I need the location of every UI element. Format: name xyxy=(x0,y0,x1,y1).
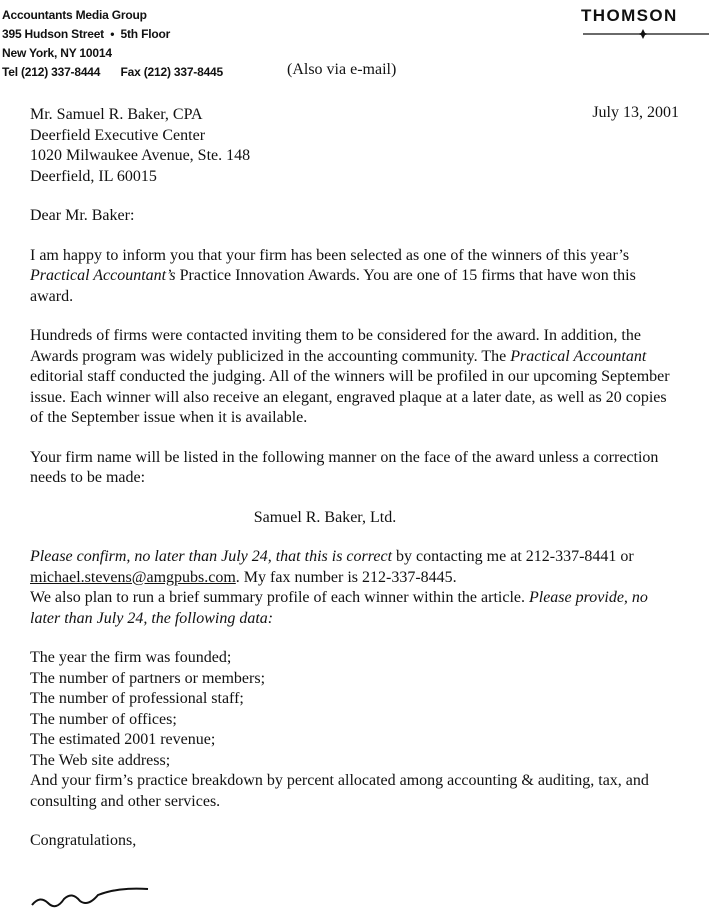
data-list xyxy=(30,648,680,812)
sender-fax: Fax (212) 337-8445 xyxy=(120,65,224,79)
paragraph-3: Your firm name will be listed in the following manner on the face of the award unless a correction needs to be made: xyxy=(30,448,659,486)
list-item: The number of offices; xyxy=(30,710,177,728)
sender-street: 395 Hudson Street xyxy=(2,27,104,41)
thomson-logo xyxy=(581,6,715,42)
also-via-email-note: (Also via e-mail) xyxy=(287,61,397,78)
recipient-name: Mr. Samuel R. Baker, CPA xyxy=(30,106,203,123)
list-item: The number of professional staff; xyxy=(30,690,244,707)
paragraph-1: I am happy to inform you that your firm has been selected as one of the winners of this year’s Practical Accountant’s Practice Innovation Awards. You are one of 15 firms that have won this award. xyxy=(30,246,636,305)
sender-tel: Tel (212) 337-8444 xyxy=(2,65,101,79)
list-item: And your firm’s practice breakdown by percent allocated among accounting & auditing, tax, and consulting and other services. xyxy=(30,772,649,810)
list-item: The Web site address; xyxy=(30,751,171,769)
sender-address-line xyxy=(2,25,223,44)
paragraph-2: Hundreds of firms were contacted inviting them to be considered for the award. In addition, the Awards program was widely publicized in the accounting community. The Practical Accountant editorial staff conducted the judging. All of the winners will be profiled in our upcoming September issue. Each winner will also receive an elegant, engraved plaque at a later date, as well as 20 copies of the September issue when it is available. xyxy=(30,327,670,426)
letter-body xyxy=(30,105,680,852)
letter-date: July 13, 2001 xyxy=(592,104,679,121)
logo-star-rule-icon xyxy=(581,28,711,42)
recipient-block xyxy=(30,105,680,187)
bullet-separator: • xyxy=(107,27,118,41)
firm-name: Samuel R. Baker, Ltd. xyxy=(253,508,397,526)
list-item: The estimated 2001 revenue; xyxy=(30,731,216,748)
sender-header xyxy=(2,6,223,82)
list-item: The year the firm was founded; xyxy=(30,649,232,666)
list-item: The number of partners or members; xyxy=(30,669,266,687)
logo-text: THOMSON xyxy=(581,6,678,25)
sender-phones xyxy=(2,63,223,82)
sender-city: New York, NY 10014 xyxy=(2,46,112,60)
recipient-line2: 1020 Milwaukee Avenue, Ste. 148 xyxy=(30,147,251,164)
email-link[interactable]: michael.stevens@amgpubs.com xyxy=(30,568,236,586)
recipient-line3: Deerfield, IL 60015 xyxy=(30,167,157,185)
sender-floor: 5th Floor xyxy=(120,27,171,41)
recipient-line1: Deerfield Executive Center xyxy=(30,126,206,144)
signature-mark xyxy=(28,885,168,908)
salutation: Dear Mr. Baker: xyxy=(30,207,135,224)
paragraph-5: We also plan to run a brief summary profile of each winner within the article. Please provide, no later than July 24, the following data: xyxy=(30,589,648,627)
paragraph-4: Please confirm, no later than July 24, that this is correct by contacting me at 212-337-8441 or michael.stevens@amgpubs.com. My fax number is 212-337-8445. xyxy=(30,548,634,586)
sender-company: Accountants Media Group xyxy=(2,8,147,22)
closing: Congratulations, xyxy=(30,832,137,849)
